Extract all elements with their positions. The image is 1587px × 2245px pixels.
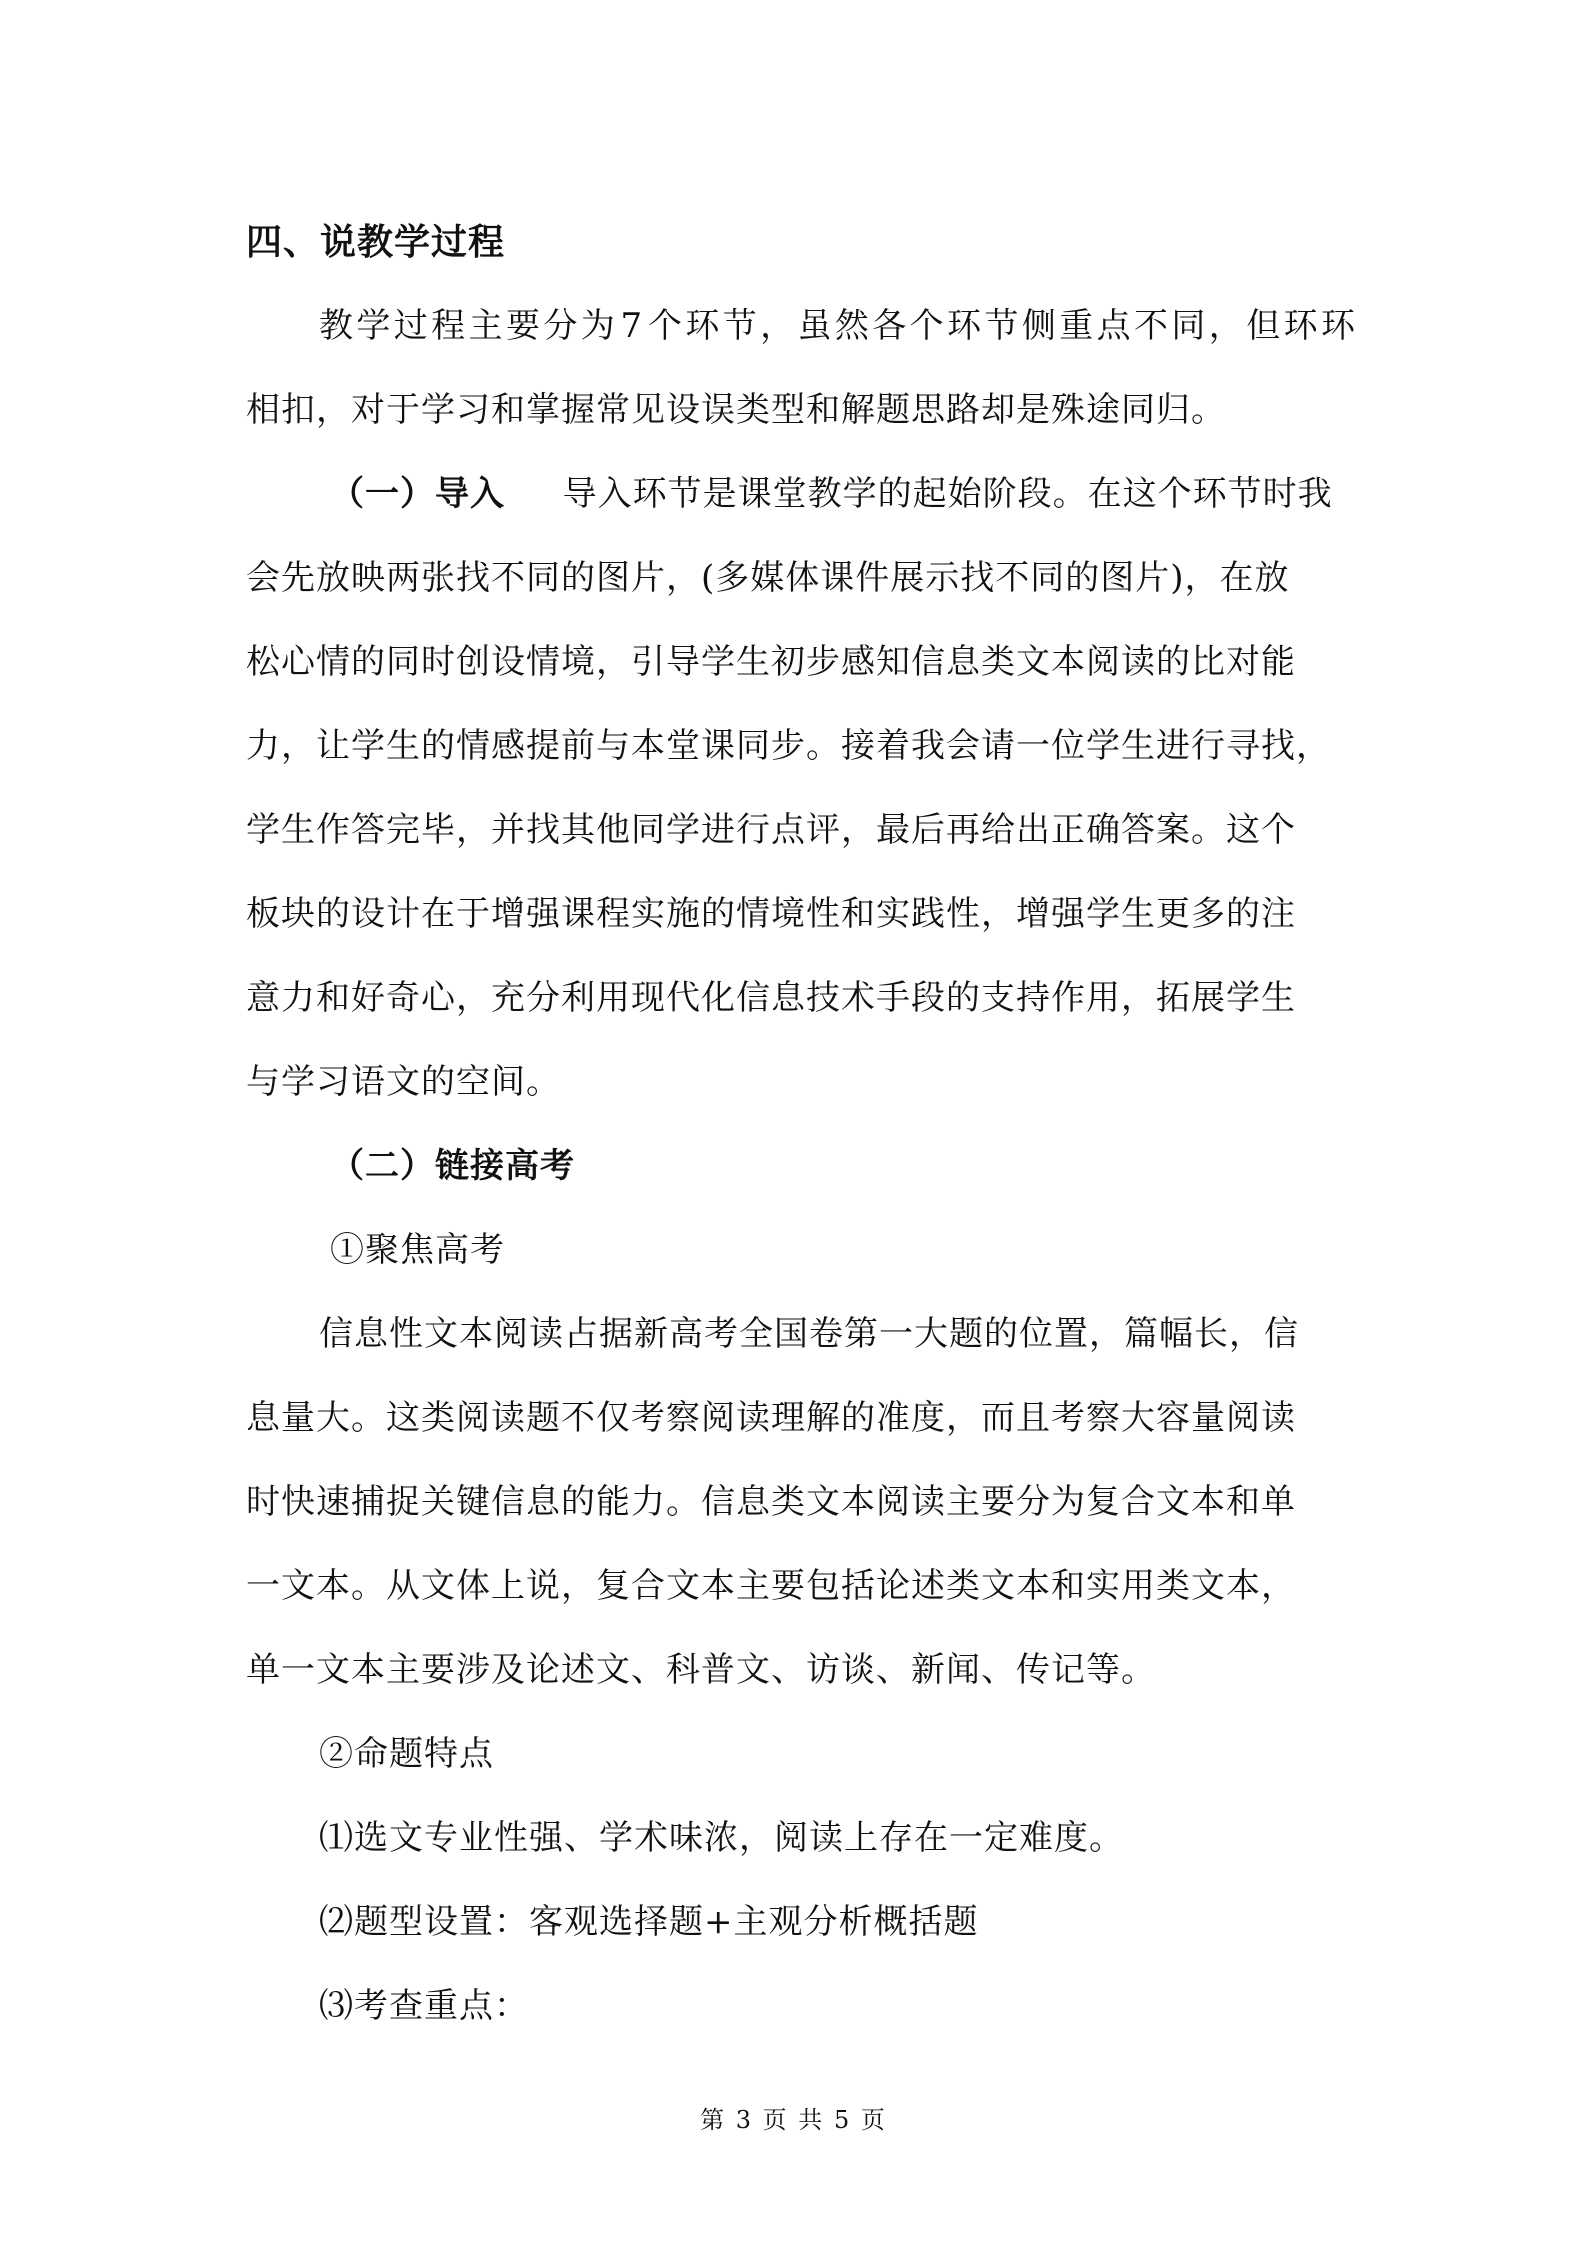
paragraph-line: 相扣，对于学习和掌握常见设误类型和解题思路却是殊途同归。 <box>246 390 1226 430</box>
page-footer: 第 3 页 共 5 页 <box>700 2106 887 2134</box>
paragraph-line: 松心情的同时创设情境，引导学生初步感知信息类文本阅读的比对能 <box>246 642 1296 682</box>
paragraph-line: 单一文本主要涉及论述文、科普文、访谈、新闻、传记等。 <box>246 1650 1156 1690</box>
paragraph-line: 意力和好奇心，充分利用现代化信息技术手段的支持作用，拓展学生 <box>246 978 1296 1018</box>
paragraph-line: 力，让学生的情感提前与本堂课同步。接着我会请一位学生进行寻找， <box>246 726 1331 766</box>
paragraph-line: 板块的设计在于增强课程实施的情境性和实践性，增强学生更多的注 <box>246 894 1296 934</box>
section-1-title: （一）导入 <box>330 474 505 514</box>
list-item: ⑶考查重点： <box>319 1986 529 2026</box>
section-1-first-line <box>246 452 1356 536</box>
paragraph-line: 信息性文本阅读占据新高考全国卷第一大题的位置，篇幅长，信 <box>319 1314 1299 1354</box>
paragraph-line: 学生作答完毕，并找其他同学进行点评，最后再给出正确答案。这个 <box>246 810 1296 850</box>
section-heading: 四、说教学过程 <box>246 221 506 263</box>
paragraph-line: 导入环节是课堂教学的起始阶段。在这个环节时我 <box>562 474 1333 514</box>
paragraph-line: 与学习语文的空间。 <box>246 1062 561 1102</box>
list-item: ⑵题型设置：客观选择题+主观分析概括题 <box>319 1902 979 1942</box>
document-body <box>246 200 1356 2048</box>
paragraph-line: 时快速捕捉关键信息的能力。信息类文本阅读主要分为复合文本和单 <box>246 1482 1296 1522</box>
list-item: ⑴选文专业性强、学术味浓，阅读上存在一定难度。 <box>319 1818 1124 1858</box>
section-2-title: （二）链接高考 <box>330 1146 575 1186</box>
subsection-title: ②命题特点 <box>319 1734 494 1774</box>
paragraph-line: 一文本。从文体上说，复合文本主要包括论述类文本和实用类文本， <box>246 1566 1296 1606</box>
paragraph-line: 会先放映两张找不同的图片，(多媒体课件展示找不同的图片)，在放 <box>246 558 1290 598</box>
subsection-title: ①聚焦高考 <box>330 1230 505 1270</box>
paragraph-line: 教 学 过 程 主 要 分 为 7 个 环 节 ， 虽 然 各 个 环 节 侧 重 点 不 同 ， 但 环 环 <box>319 306 1356 346</box>
paragraph-line: 息量大。这类阅读题不仅考察阅读理解的准度，而且考察大容量阅读 <box>246 1398 1296 1438</box>
